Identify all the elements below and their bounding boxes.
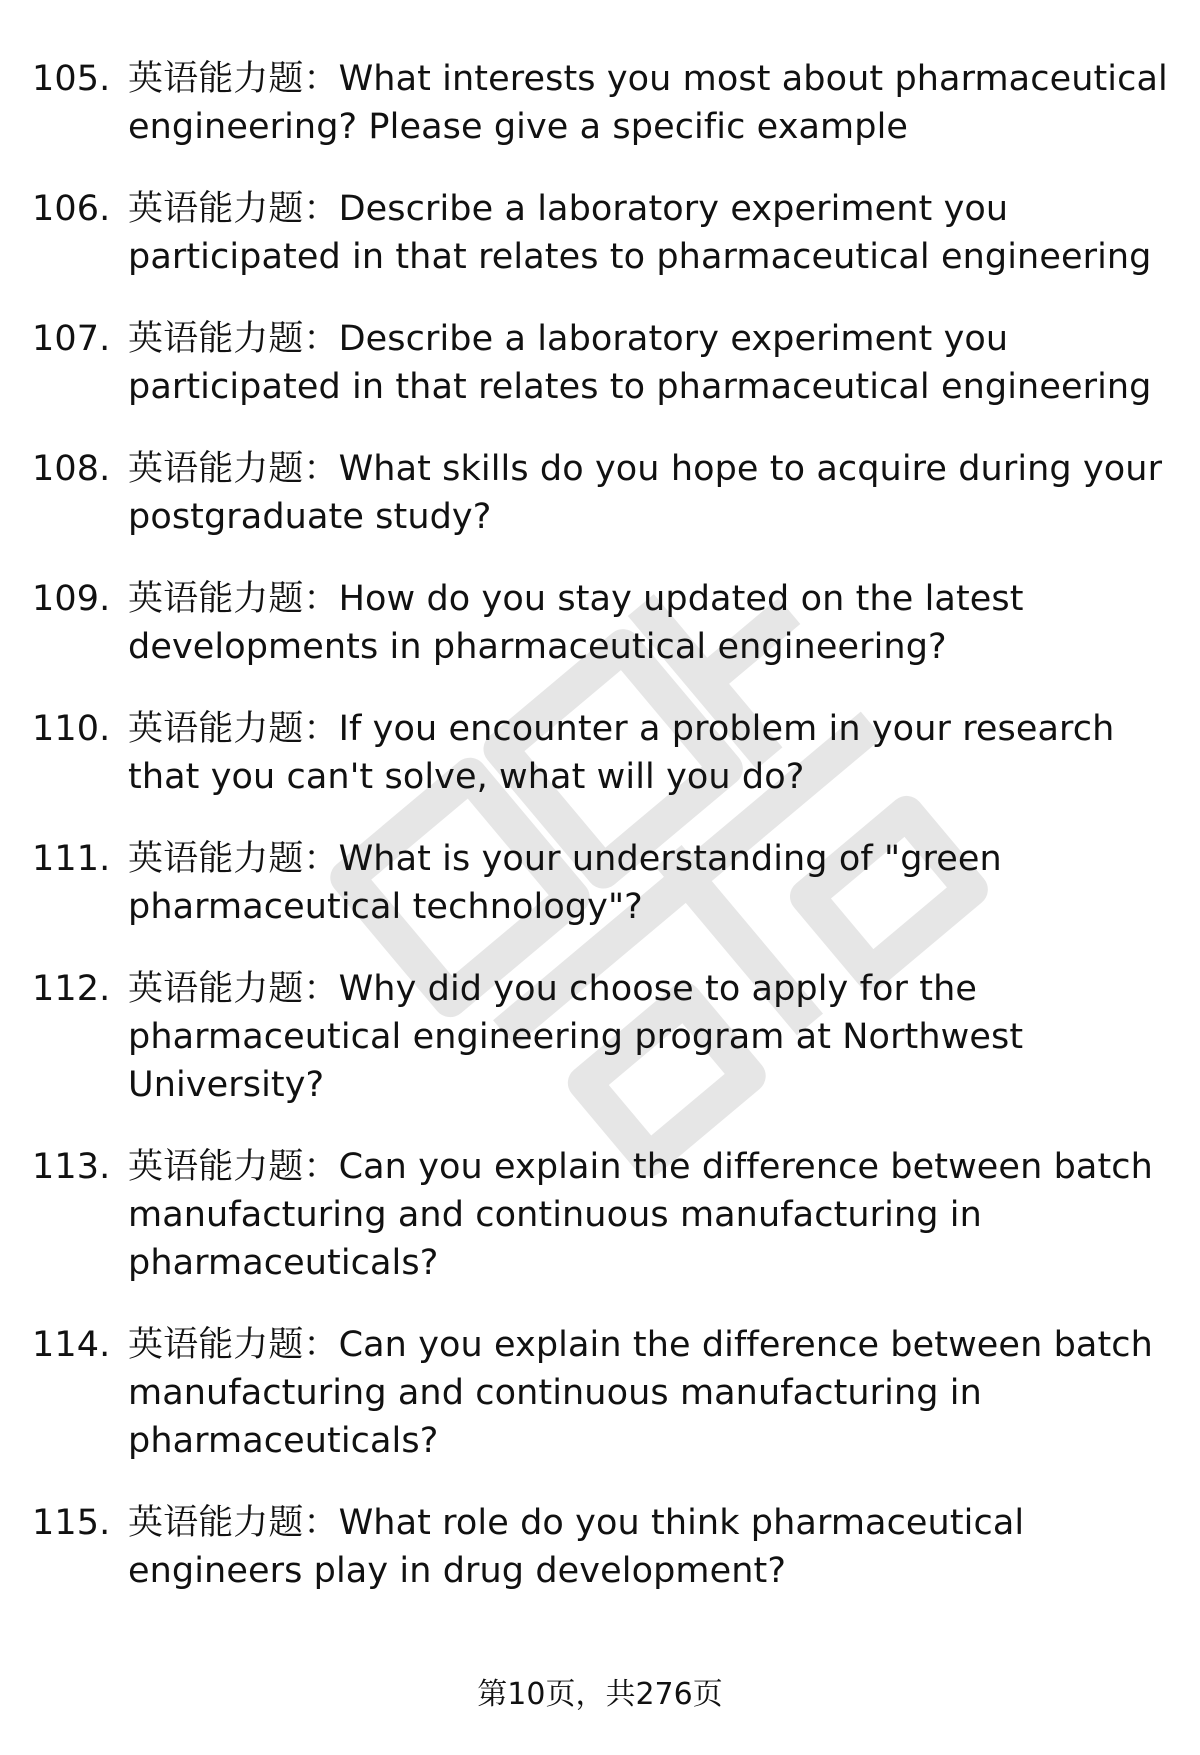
question-item [32,315,1177,411]
question-text: 英语能力题：Describe a laboratory experiment you participated in that relates to pharmaceutical engineering [128,319,1152,407]
question-number: 111. [32,839,111,879]
question-item [32,1499,1177,1595]
question-text: 英语能力题：Why did you choose to apply for the pharmaceutical engineering program at Northwest University? [128,969,1024,1105]
question-item [32,1321,1177,1465]
question-text: 英语能力题：What role do you think pharmaceutical engineers play in drug development? [128,1503,1025,1591]
question-number: 108. [32,449,111,489]
question-item [32,835,1177,931]
question-text: 英语能力题：How do you stay updated on the latest developments in pharmaceutical engineering? [128,579,1024,667]
question-number: 110. [32,709,111,749]
question-list [32,55,1177,1629]
question-number: 109. [32,579,111,619]
question-item [32,705,1177,801]
question-item [32,965,1177,1109]
question-item [32,1143,1177,1287]
question-number: 107. [32,319,111,359]
question-text: 英语能力题：Can you explain the difference between batch manufacturing and continuous manufacturing in pharmaceuticals? [128,1325,1153,1461]
question-text: 英语能力题：What skills do you hope to acquire during your postgraduate study? [128,449,1163,537]
question-number: 114. [32,1325,111,1365]
question-item [32,575,1177,671]
question-number: 112. [32,969,111,1009]
question-number: 106. [32,189,111,229]
question-text: 英语能力题：What is your understanding of "green pharmaceutical technology"? [128,839,1002,927]
question-text: 英语能力题：Can you explain the difference between batch manufacturing and continuous manufacturing in pharmaceuticals? [128,1147,1153,1283]
question-number: 115. [32,1503,111,1543]
question-text: 英语能力题：Describe a laboratory experiment you participated in that relates to pharmaceutical engineering [128,189,1152,277]
question-number: 105. [32,59,111,99]
question-item [32,445,1177,541]
question-item [32,55,1177,151]
question-text: 英语能力题：If you encounter a problem in your research that you can't solve, what will you do? [128,709,1115,797]
question-number: 113. [32,1147,111,1187]
question-text: 英语能力题：What interests you most about pharmaceutical engineering? Please give a specific example [128,59,1168,147]
page-indicator: 第10页，共276页 [477,1677,723,1712]
question-item [32,185,1177,281]
